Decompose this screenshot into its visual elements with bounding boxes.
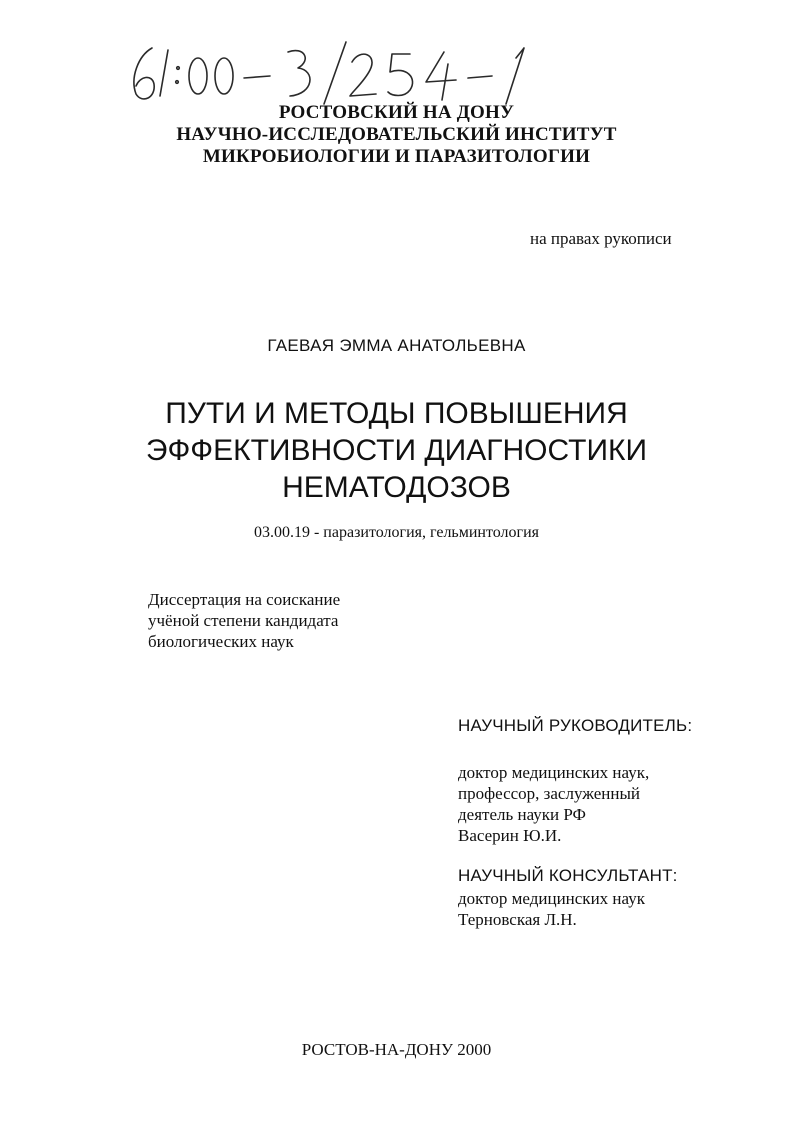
consultant-name: Терновская Л.Н. <box>458 910 577 929</box>
consultant-heading: НАУЧНЫЙ КОНСУЛЬТАНТ: <box>458 866 678 885</box>
supervisor-heading: НАУЧНЫЙ РУКОВОДИТЕЛЬ: <box>458 716 693 735</box>
dissertation-title <box>0 395 793 506</box>
supervisor-line-3: деятель науки РФ <box>458 805 586 824</box>
title-line-1: ПУТИ И МЕТОДЫ ПОВЫШЕНИЯ <box>165 397 628 430</box>
supervisor-line-1: доктор медицинских наук, <box>458 763 650 782</box>
title-line-3: НЕМАТОДОЗОВ <box>282 471 511 504</box>
place-and-year: РОСТОВ-НА-ДОНУ 2000 <box>301 1040 492 1059</box>
author-name: ГАЕВАЯ ЭММА АНАТОЛЬЕВНА <box>267 336 526 355</box>
specialty-code: 03.00.19 - паразитология, гельминтология <box>253 524 540 541</box>
manuscript-rights-note: на правах рукописи <box>530 229 672 248</box>
degree-line-1: Диссертация на соискание <box>148 590 341 609</box>
supervisor-line-2: профессор, заслуженный <box>458 784 641 803</box>
institution-line-2: НАУЧНО-ИССЛЕДОВАТЕЛЬСКИЙ ИНСТИТУТ <box>176 124 617 145</box>
degree-statement <box>148 589 340 652</box>
title-line-2: ЭФФЕКТИВНОСТИ ДИАГНОСТИКИ <box>145 434 648 467</box>
handwritten-archive-number <box>120 38 600 108</box>
degree-line-2: учёной степени кандидата <box>148 611 339 630</box>
supervisor-details <box>458 762 649 846</box>
supervisor-name: Васерин Ю.И. <box>458 826 562 845</box>
institution-line-3: МИКРОБИОЛОГИИ И ПАРАЗИТОЛОГИИ <box>202 146 591 167</box>
degree-line-3: биологических наук <box>148 632 294 651</box>
institution-header <box>0 102 793 168</box>
institution-line-1: РОСТОВСКИЙ НА ДОНУ <box>278 102 515 123</box>
consultant-details <box>458 888 645 930</box>
consultant-line-1: доктор медицинских наук <box>458 889 645 908</box>
